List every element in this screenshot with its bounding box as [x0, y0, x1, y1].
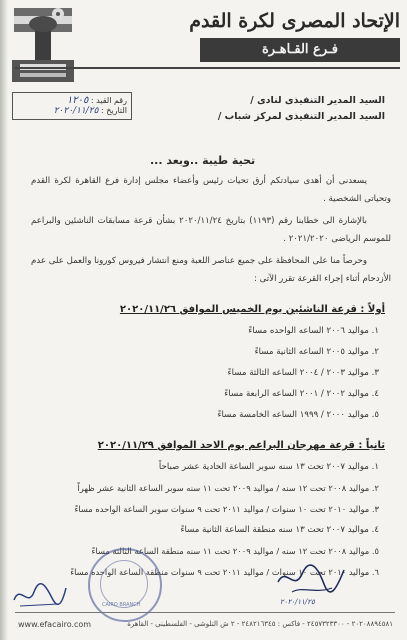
right-signature — [272, 562, 348, 602]
reference-date-label: التاريخ : — [100, 106, 127, 115]
paragraph-intro: يسعدنى أن أهدى سيادتكم أرق تحيات رئيس وأعضاء مجلس إدارة فرع القاهرة لكرة القدم وتحياتى الشخصية . — [31, 176, 391, 204]
footer-contact: ٢٠٢٠٨٨٩٤٥٨١ - ٢٤٥٧٣٢٣٣٠٠ - فاكس : ٢٤٨٢١٦٣٤٥ - ٢ ش التلوشى - الفلسطينى - القاهرة — [127, 620, 393, 628]
juniors-item: ٢. مواليد ٢٠٠٥ الساعه الثانية مساءً — [254, 347, 379, 357]
buds-item: ٣. مواليد ٢٠١٠ تحت ١٠ سنوات / مواليد ٢٠١١ تحت ٩ سنوات سوبر الساعة الواحده مساءً — [74, 504, 379, 514]
reference-number-label: رقم القيد : — [90, 96, 127, 105]
left-signature — [10, 578, 70, 612]
juniors-item: ١. مواليد ٢٠٠٦ الساعه الواحده مساءً — [248, 326, 379, 336]
buds-item: ٥. مواليد ٢٠٠٨ تحت ١٢ سنه / مواليد ٢٠٠٩ تحت ١١ سنه منطقة الساعة الثالثة مساءً — [91, 546, 379, 556]
recipient-youth-center: السيد المدير التنفيذى لمركز شباب / — [217, 111, 385, 122]
reference-number-value: ١٢٠٥ — [66, 95, 89, 106]
reference-date-row — [54, 106, 127, 116]
organization-title: الإتحاد المصرى لكرة القدم — [189, 10, 400, 32]
efa-cairo-logo — [8, 4, 78, 84]
buds-item: ١. مواليد ٢٠٠٧ تحت ١٣ سنه سوبر الساعة الحادية عشر صباحاً — [158, 462, 379, 472]
header-divider — [15, 67, 400, 69]
footer — [0, 612, 407, 640]
recipient-club: السيد المدير التنفيذى لنادى / — [250, 95, 385, 106]
stamp-inner-ring — [100, 560, 148, 608]
reference-date-value: ٢٠٢٠/١١/٢٥ — [53, 106, 99, 116]
section-buds-title: ثانياً : قرعة مهرجان البراعم يوم الاحد الموافق ٢٠٢٠/١١/٢٩ — [97, 440, 385, 451]
footer-divider — [15, 612, 395, 613]
reference-number-row — [67, 95, 127, 106]
juniors-item: ٤. مواليد ٢٠٠٢ / ٢٠٠١ الساعه الرابعة مساءً — [224, 389, 379, 399]
reference-box — [12, 92, 132, 120]
stamp-text: CAIRO BRANCH — [102, 602, 141, 608]
footer-website[interactable]: www.efacairo.com — [18, 620, 92, 629]
signature-date: ٢٠٢٠/١١/٢٥ — [280, 598, 315, 606]
buds-item: ٦. مواليد ٢٠١٠ تحت ١٠ سنوات / مواليد ٢٠١١ تحت ٩ سنوات منطقة الساعة الواحده مساءً — [70, 567, 379, 577]
section-juniors-title: أولاً : قرعة الناشئين يوم الخميس الموافق ٢٠٢٠/١١/٢٦ — [119, 304, 385, 315]
branch-banner: فـرع القـاهـرة — [200, 38, 400, 62]
juniors-item: ٥. مواليد ٢٠٠٠ / ١٩٩٩ الساعه الخامسة مساءً — [217, 410, 379, 420]
letterhead — [0, 0, 407, 82]
buds-item: ٤. مواليد ٢٠٠٧ تحت ١٣ سنه منطقة الساعة الثانية مساءً — [180, 525, 379, 535]
page-edge-shadow — [0, 0, 8, 640]
juniors-item: ٣. مواليد ٢٠٠٣ / ٢٠٠٤ الساعه الثالثة مساءً — [227, 368, 379, 378]
paragraph-decision: وحرصاً منا على المحافظة على جميع عناصر اللعبة ومنع انتشار فيروس كورونا والعمل على عدم الأزدحام أثناء إجراء القرعة تقرر الآتى : — [31, 256, 391, 284]
greeting: تحية طيبة ..وبعد ... — [150, 154, 256, 167]
buds-item: ٢. مواليد ٢٠٠٨ تحت ١٢ سنه / مواليد ٢٠٠٩ تحت ١١ سنه سوبر الساعة الثانية عشر ظهراً — [77, 483, 379, 493]
logo-graphic — [8, 4, 78, 84]
official-stamp — [88, 548, 162, 622]
paragraph-reference: بالإشارة الى خطابنا رقم (١١٩٣) بتاريخ ٢٠٢٠/١١/٢٤ بشأن قرعة مسابقات الناشئين والبراعم للموسم الرياضى ٢٠٢١/٢٠٢٠ . — [31, 216, 391, 244]
